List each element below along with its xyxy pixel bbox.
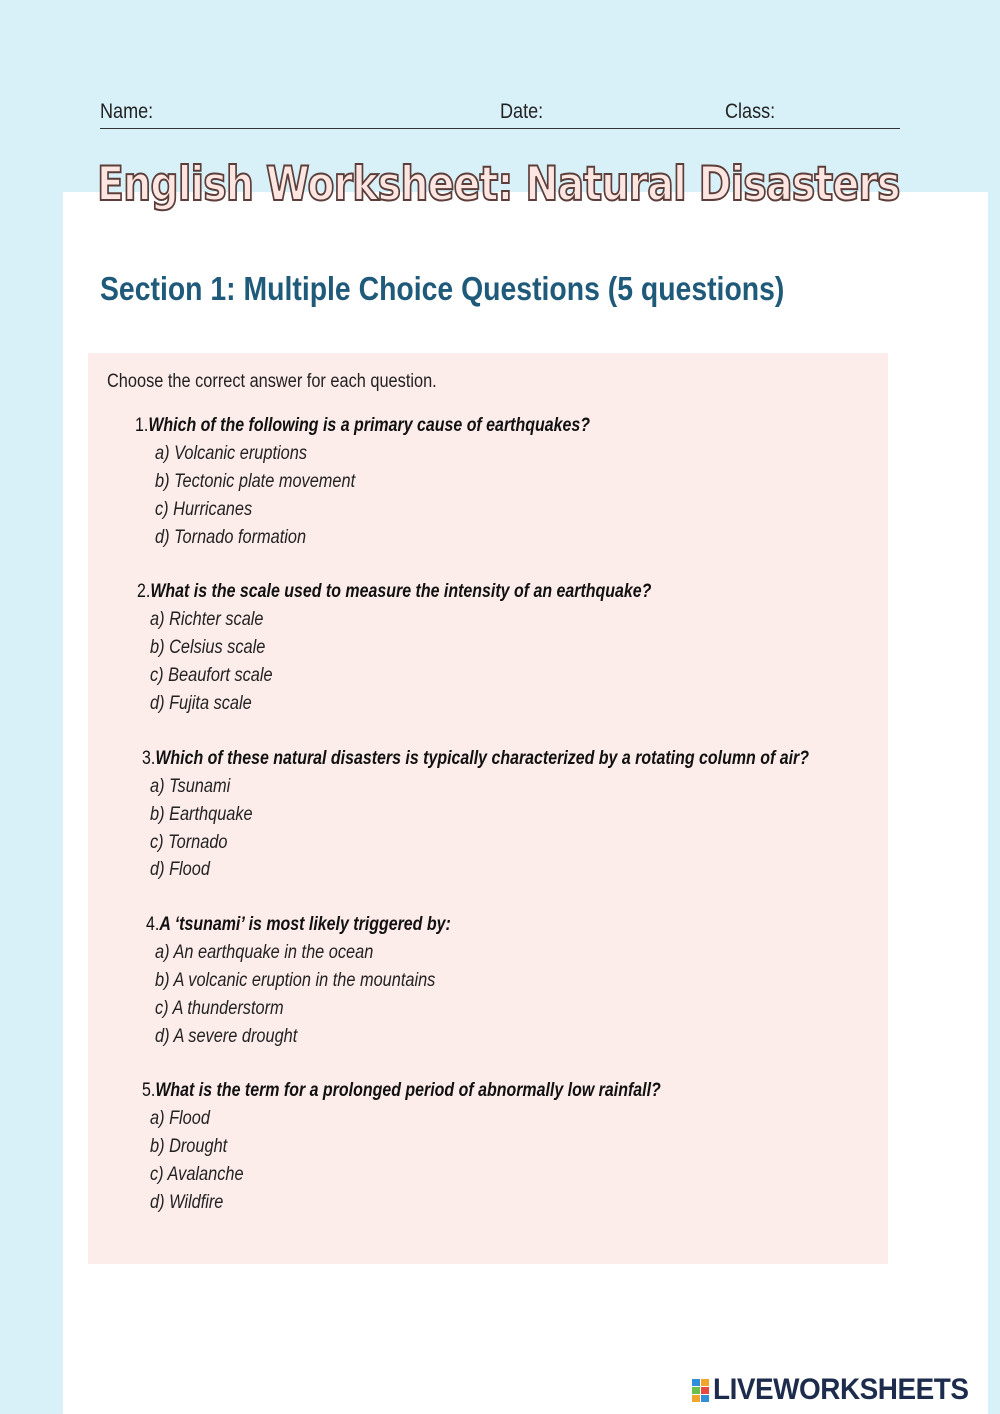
question-4 — [146, 914, 451, 936]
question-number: 3. — [142, 748, 156, 769]
question-4-option-b[interactable]: b) A volcanic eruption in the mountains — [155, 970, 436, 991]
question-5-option-a[interactable]: a) Flood — [150, 1108, 210, 1129]
section-heading: Section 1: Multiple Choice Questions (5 questions) — [100, 270, 785, 307]
question-5 — [142, 1080, 661, 1102]
question-2-option-a[interactable]: a) Richter scale — [150, 609, 264, 630]
question-3-option-c[interactable]: c) Tornado — [150, 832, 228, 853]
date-label: Date: — [500, 100, 544, 123]
question-text: What is the scale used to measure the intensity of an earthquake? — [150, 581, 652, 602]
question-1 — [135, 415, 590, 437]
question-3-option-b[interactable]: b) Earthquake — [150, 804, 253, 825]
class-label: Class: — [725, 100, 776, 123]
question-1-option-a[interactable]: a) Volcanic eruptions — [155, 443, 307, 464]
page-title: English Worksheet: Natural Disasters — [97, 157, 900, 212]
question-2-option-b[interactable]: b) Celsius scale — [150, 637, 266, 658]
question-2 — [137, 581, 651, 603]
name-label: Name: — [100, 100, 154, 123]
question-text: What is the term for a prolonged period of abnormally low rainfall? — [155, 1080, 661, 1101]
question-2-option-d[interactable]: d) Fujita scale — [150, 693, 252, 714]
question-1-option-d[interactable]: d) Tornado formation — [155, 527, 307, 548]
logo-text: LIVEWORKSHEETS — [713, 1373, 969, 1406]
question-text: A ‘tsunami’ is most likely triggered by: — [159, 914, 451, 935]
question-number: 2. — [137, 581, 151, 602]
question-4-option-d[interactable]: d) A severe drought — [155, 1026, 298, 1047]
instruction-text: Choose the correct answer for each question. — [107, 371, 437, 392]
question-1-option-c[interactable]: c) Hurricanes — [155, 499, 253, 520]
question-1-option-b[interactable]: b) Tectonic plate movement — [155, 471, 356, 492]
question-4-option-c[interactable]: c) A thunderstorm — [155, 998, 284, 1019]
question-5-option-c[interactable]: c) Avalanche — [150, 1164, 244, 1185]
student-info-row — [100, 98, 900, 129]
question-4-option-a[interactable]: a) An earthquake in the ocean — [155, 942, 374, 963]
question-3-option-a[interactable]: a) Tsunami — [150, 776, 231, 797]
question-number: 1. — [135, 415, 149, 436]
question-3 — [142, 748, 809, 770]
question-text: Which of the following is a primary cause of earthquakes? — [148, 415, 590, 436]
question-number: 5. — [142, 1080, 156, 1101]
question-number: 4. — [146, 914, 160, 935]
question-text: Which of these natural disasters is typically characterized by a rotating column of air? — [155, 748, 809, 769]
question-2-option-c[interactable]: c) Beaufort scale — [150, 665, 273, 686]
question-5-option-d[interactable]: d) Wildfire — [150, 1192, 224, 1213]
liveworksheets-logo-icon — [692, 1378, 710, 1402]
liveworksheets-logo[interactable] — [692, 1374, 988, 1406]
question-3-option-d[interactable]: d) Flood — [150, 859, 210, 880]
question-5-option-b[interactable]: b) Drought — [150, 1136, 228, 1157]
